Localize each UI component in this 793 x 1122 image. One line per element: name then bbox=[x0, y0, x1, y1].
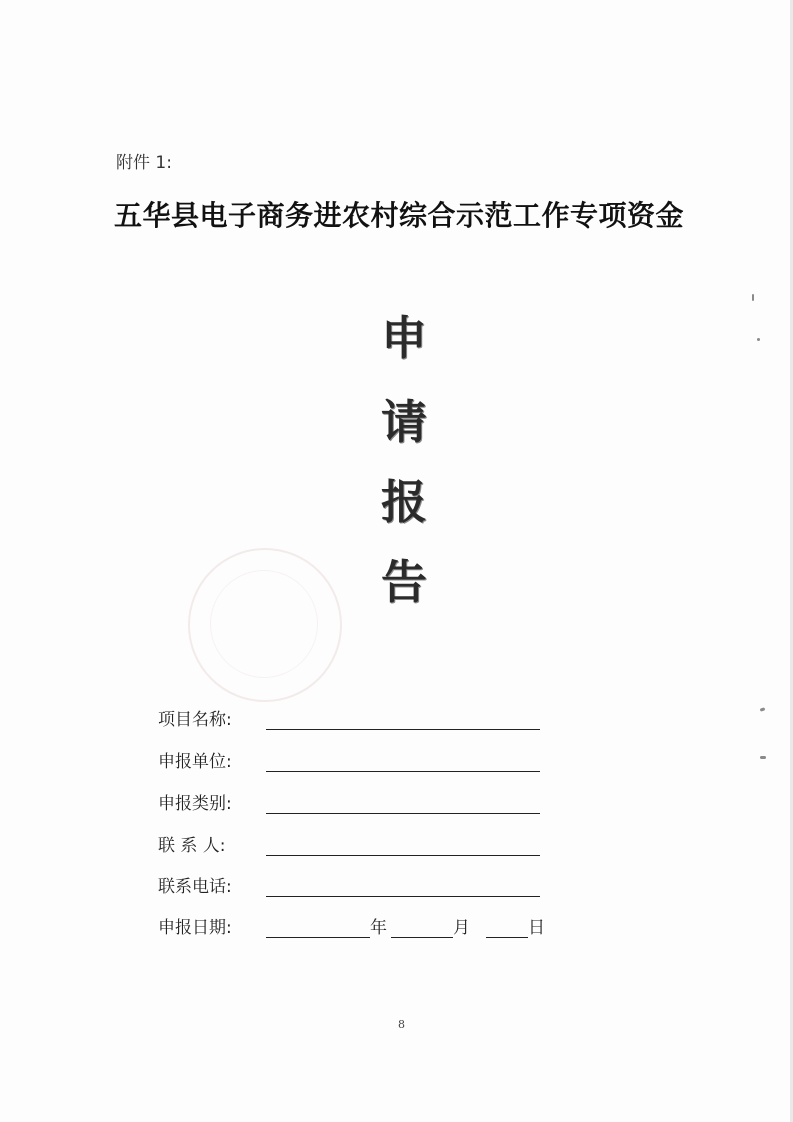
form-row-category bbox=[158, 788, 540, 814]
document-title: 五华县电子商务进农村综合示范工作专项资金 bbox=[114, 199, 685, 232]
faint-seal-inner-ring bbox=[210, 570, 318, 678]
form-row-date bbox=[158, 912, 545, 938]
report-char-2: 请 bbox=[381, 395, 427, 449]
scan-speck bbox=[760, 707, 766, 712]
report-char-1: 申 bbox=[381, 311, 427, 365]
scan-speck bbox=[760, 756, 766, 759]
report-char-4: 告 bbox=[381, 555, 427, 609]
scan-speck bbox=[752, 294, 754, 301]
faint-seal-stamp bbox=[188, 548, 342, 702]
attachment-label: 附件 1: bbox=[116, 153, 172, 173]
page-number: 8 bbox=[398, 1018, 405, 1031]
day-field[interactable] bbox=[486, 917, 528, 938]
month-field[interactable] bbox=[391, 917, 453, 938]
form-row-project-name bbox=[158, 704, 540, 730]
year-label: 年 bbox=[370, 918, 387, 938]
scan-speck bbox=[757, 338, 760, 341]
project-name-field[interactable] bbox=[266, 709, 540, 730]
date-label: 申报日期: bbox=[158, 918, 232, 938]
form-row-contact-person bbox=[158, 830, 540, 856]
applicant-unit-field[interactable] bbox=[266, 751, 540, 772]
contact-person-label: 联 系 人: bbox=[158, 836, 226, 856]
contact-phone-label: 联系电话: bbox=[158, 877, 232, 897]
contact-person-field[interactable] bbox=[266, 835, 540, 856]
day-label: 日 bbox=[528, 918, 545, 938]
report-char-3: 报 bbox=[381, 475, 427, 529]
contact-phone-field[interactable] bbox=[266, 876, 540, 897]
month-label: 月 bbox=[453, 918, 470, 938]
form-row-contact-phone bbox=[158, 871, 540, 897]
category-field[interactable] bbox=[266, 793, 540, 814]
applicant-unit-label: 申报单位: bbox=[158, 752, 232, 772]
project-name-label: 项目名称: bbox=[158, 710, 232, 730]
form-row-applicant-unit bbox=[158, 746, 540, 772]
category-label: 申报类别: bbox=[158, 794, 232, 814]
year-field[interactable] bbox=[266, 917, 370, 938]
